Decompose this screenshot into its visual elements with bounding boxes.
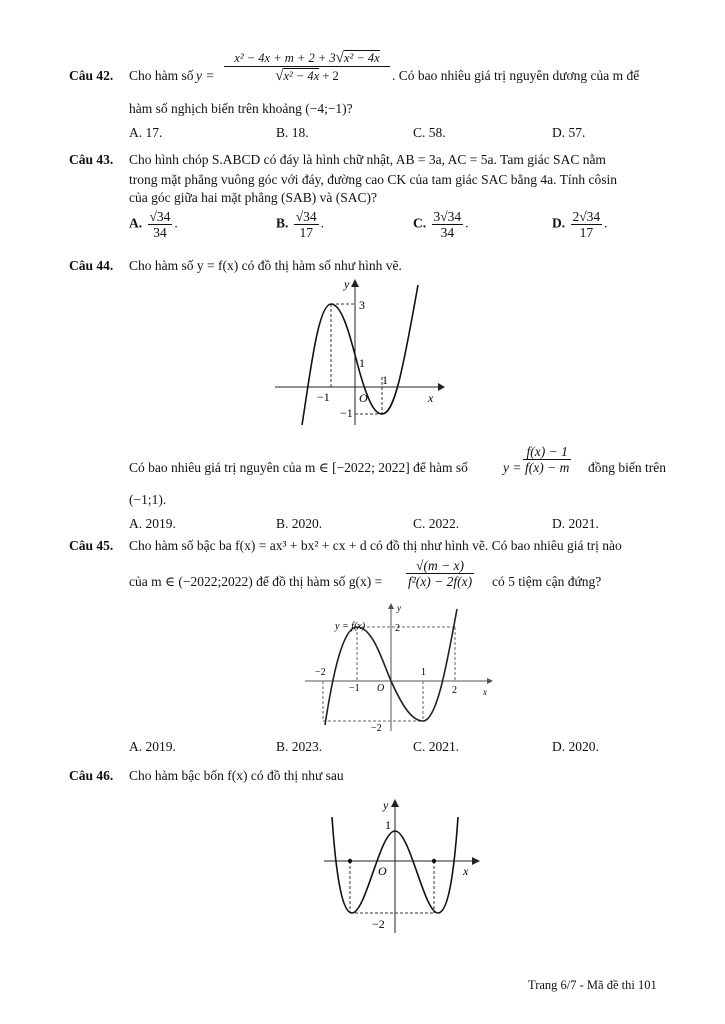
q46-root-right — [432, 859, 436, 863]
q45-frac-num: √(m − x) — [406, 558, 474, 574]
q42-fraction: x² − 4x + m + 2 + 3√x² − 4x √x² − 4x + 2 — [224, 50, 390, 85]
q45-line1: Cho hàm số bậc ba f(x) = ax³ + bx² + cx + d có đồ thị như hình vẽ. Có bao nhiêu giá trị nào — [129, 538, 622, 553]
q43-option-d-den: 17 — [579, 225, 594, 240]
q46-label: Câu 46. — [69, 768, 114, 783]
q44-line2b: đồng biến trên — [588, 460, 666, 475]
q45-x-arrow-icon — [487, 678, 493, 684]
q43-line2: trong mặt phẳng vuông góc với đáy, đường cao CK của tam giác SAC bằng 4a. Tính côsin — [129, 172, 618, 187]
q43-option-a[interactable]: A. $\frac{√34}{34}$ . — [129, 209, 178, 240]
q43-option-b[interactable]: B. $\frac{√34}{17}$ . — [276, 209, 325, 240]
q43-option-c[interactable]: C. $\frac{3√34}{34}$ . — [413, 209, 469, 240]
q45-option-d[interactable]: D. 2020. — [552, 739, 599, 754]
q43-option-b-den: 17 — [299, 225, 313, 240]
q43-option-c-den: 34 — [440, 225, 455, 240]
q42-num-root: x² − 4x — [343, 51, 380, 65]
q42-option-c[interactable]: C. 58. — [413, 125, 446, 140]
q45-tick-xm2: −2 — [315, 667, 326, 678]
q43-option-a-num: √34 — [149, 209, 171, 224]
q46-tick-m2: −2 — [372, 917, 385, 931]
q43-option-c-letter: C. — [413, 215, 427, 231]
q43-line1: Cho hình chóp S.ABCD có đáy là hình chữ nhật, AB = 3a, AC = 5a. Tam giác SAC nằm — [129, 152, 606, 167]
q44-y-arrow-icon — [351, 279, 359, 287]
q44-line1: Cho hàm số y = f(x) có đồ thị hàm số như hình vẽ. — [129, 258, 402, 273]
q45-fraction — [404, 558, 476, 589]
q45-y-label: y — [397, 603, 401, 613]
q43-option-a-den: 34 — [153, 225, 167, 240]
q44-option-c[interactable]: C. 2022. — [413, 516, 460, 531]
q43-option-a-letter: A. — [129, 215, 143, 231]
q43-option-b-num: √34 — [295, 209, 317, 224]
q46-y-arrow-icon — [391, 799, 399, 807]
q45-option-a[interactable]: A. 2019. — [129, 739, 176, 754]
q45-x-label: x — [483, 687, 487, 697]
q44-frac-den: f(x) − m — [525, 460, 570, 475]
q44-frac-num: f(x) − 1 — [523, 444, 571, 460]
q44-tick-xm1: −1 — [317, 390, 330, 404]
q42-label: Câu 42. — [69, 68, 114, 83]
q45-origin: O — [377, 683, 385, 694]
q44-option-a[interactable]: A. 2019. — [129, 516, 176, 531]
q46-tick-1: 1 — [385, 818, 391, 832]
q45-option-c[interactable]: C. 2021. — [413, 739, 460, 754]
q43-option-b-letter: B. — [276, 215, 289, 231]
q42-option-d[interactable]: D. 57. — [552, 125, 586, 140]
q43-line3: của góc giữa hai mặt phẳng (SAB) và (SAC)? — [129, 190, 378, 205]
q46-graph — [322, 795, 482, 935]
q44-option-b[interactable]: B. 2020. — [276, 516, 323, 531]
q42-intro: Cho hàm số — [129, 68, 194, 83]
q44-x-label: x — [428, 391, 434, 405]
q45-label: Câu 45. — [69, 538, 114, 553]
q42-tail: . Có bao nhiêu giá trị nguyên dương của m để — [392, 68, 640, 83]
q44-tick-ym1: −1 — [340, 406, 353, 420]
q44-x-arrow-icon — [438, 383, 445, 391]
q43-option-d[interactable]: D. $\frac{2√34}{17}$ . — [552, 209, 608, 240]
q42-y-eq: y = — [196, 68, 215, 83]
q45-option-b[interactable]: B. 2023. — [276, 739, 323, 754]
q46-origin: O — [378, 864, 387, 878]
q44-fraction — [521, 444, 573, 475]
page-footer: Trang 6/7 - Mã đề thi 101 — [528, 978, 657, 992]
q45-tick-2: 2 — [395, 623, 400, 634]
q46-y-label: y — [383, 798, 389, 812]
q42-numerator: x² − 4x + m + 2 + 3 — [234, 51, 336, 65]
q42-option-b[interactable]: B. 18. — [276, 125, 309, 140]
q44-line2a: Có bao nhiêu giá trị nguyên của m ∈ [−2022; 2022] để hàm số — [129, 460, 468, 475]
q44-option-d[interactable]: D. 2021. — [552, 516, 599, 531]
q44-graph — [270, 275, 445, 430]
q45-tick-xm1: −1 — [349, 683, 360, 694]
q44-tick-3: 3 — [359, 298, 365, 312]
q45-tick-m2: −2 — [371, 723, 382, 733]
q44-origin: O — [359, 391, 368, 405]
q45-line2a: của m ∈ (−2022;2022) để đồ thị hàm số g(x) = — [129, 574, 383, 589]
q44-label: Câu 44. — [69, 258, 114, 273]
q42-option-a[interactable]: A. 17. — [129, 125, 163, 140]
q45-tick-x1: 1 — [421, 667, 426, 678]
q45-tick-x2: 2 — [452, 685, 457, 696]
q43-option-c-num: 3√34 — [433, 209, 462, 224]
q42-line2: hàm số nghịch biến trên khoảng (−4;−1)? — [129, 101, 353, 116]
q46-root-left — [348, 859, 352, 863]
q45-graph — [305, 603, 495, 733]
q45-frac-den: f²(x) − 2f(x) — [408, 574, 473, 589]
q43-option-d-letter: D. — [552, 215, 566, 231]
q44-tick-1: 1 — [359, 356, 365, 370]
q44-y-eq: y = — [503, 460, 522, 475]
q46-x-label: x — [463, 864, 469, 878]
q45-line2b: có 5 tiệm cận đứng? — [492, 574, 602, 589]
q44-y-label: y — [344, 277, 350, 291]
q45-y-arrow-icon — [388, 603, 394, 609]
q42-den-root: x² − 4x — [283, 69, 320, 83]
q43-label: Câu 43. — [69, 152, 114, 167]
q44-tick-x1: 1 — [382, 373, 388, 387]
q45-curve-label: y = f(x) — [335, 621, 366, 632]
q42-den-tail: + 2 — [322, 69, 339, 83]
q43-option-d-num: 2√34 — [572, 209, 601, 224]
q46-line1: Cho hàm bậc bốn f(x) có đồ thị như sau — [129, 768, 344, 783]
q44-line3: (−1;1). — [129, 492, 167, 507]
q46-x-arrow-icon — [472, 857, 480, 865]
